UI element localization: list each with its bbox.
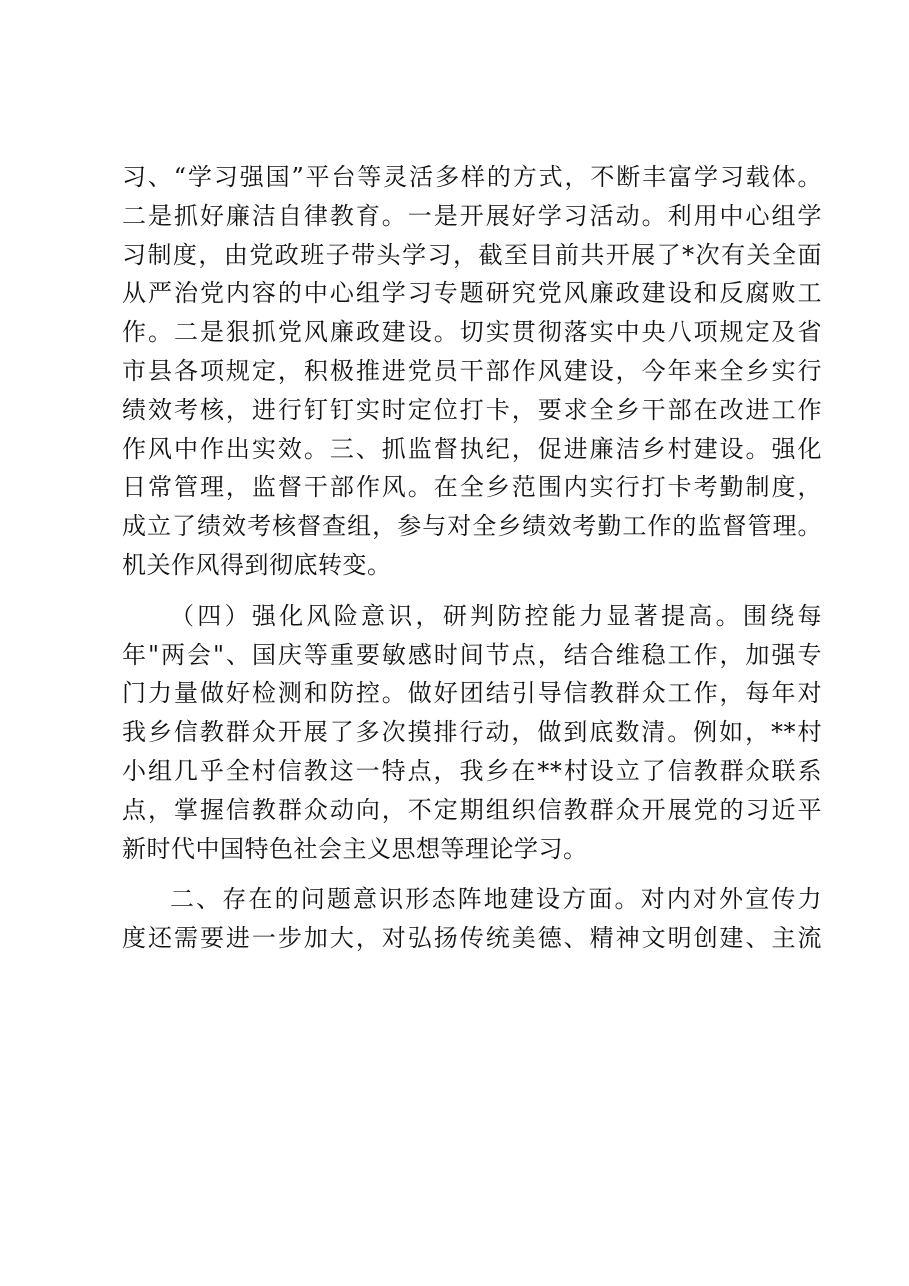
text-line: （四）强化风险意识，研判防控能力显著提高。围绕每 xyxy=(170,601,822,630)
document-body xyxy=(122,158,822,958)
text-line: 二、存在的问题意识形态阵地建设方面。对内对外宣传力 xyxy=(170,885,822,914)
text-line: 市县各项规定，积极推进党员干部作风建设，今年来全乡实行 xyxy=(122,356,822,385)
text-line: 作风中作出实效。三、抓监督执纪，促进廉洁乡村建设。强化 xyxy=(122,434,822,463)
text-line: 日常管理，监督干部作风。在全乡范围内实行打卡考勤制度， xyxy=(122,473,822,502)
text-line: 绩效考核，进行钉钉实时定位打卡，要求全乡干部在改进工作 xyxy=(122,395,822,424)
paragraph-spacing xyxy=(122,585,822,597)
text-line: 点，掌握信教群众动向，不定期组织信教群众开展党的习近平 xyxy=(122,795,822,824)
text-line: 习、“学习强国”平台等灵活多样的方式，不断丰富学习载体。 xyxy=(122,163,822,191)
text-line: 小组几乎全村信教这一特点，我乡在**村设立了信教群众联系 xyxy=(122,756,822,785)
text-line: 习制度，由党政班子带头学习，截至目前共开展了*次有关全面 xyxy=(122,240,822,269)
paragraph-spacing xyxy=(122,868,822,880)
text-line: 作。二是狠抓党风廉政建设。切实贯彻落实中央八项规定及省 xyxy=(122,318,822,347)
paragraph-2 xyxy=(122,597,822,869)
text-line: 我乡信教群众开展了多次摸排行动，做到底数清。例如，**村 xyxy=(122,718,822,747)
text-line: 从严治党内容的中心组学习专题研究党风廉政建设和反腐败工 xyxy=(122,279,822,308)
text-line: 门力量做好检测和防控。做好团结引导信教群众工作，每年对 xyxy=(122,679,822,708)
text-line: 二是抓好廉洁自律教育。一是开展好学习活动。利用中心组学 xyxy=(122,201,822,230)
text-line: 新时代中国特色社会主义思想等理论学习。 xyxy=(122,834,588,863)
paragraph-1 xyxy=(122,158,822,585)
text-line: 年"两会"、国庆等重要敏感时间节点，结合维稳工作，加强专 xyxy=(122,640,822,669)
paragraph-3 xyxy=(122,880,822,958)
text-line: 度还需要进一步加大，对弘扬传统美德、精神文明创建、主流 xyxy=(122,924,822,953)
text-line: 成立了绩效考核督查组，参与对全乡绩效考勤工作的监督管理。 xyxy=(122,512,822,541)
text-line: 机关作风得到彻底转变。 xyxy=(122,550,392,579)
